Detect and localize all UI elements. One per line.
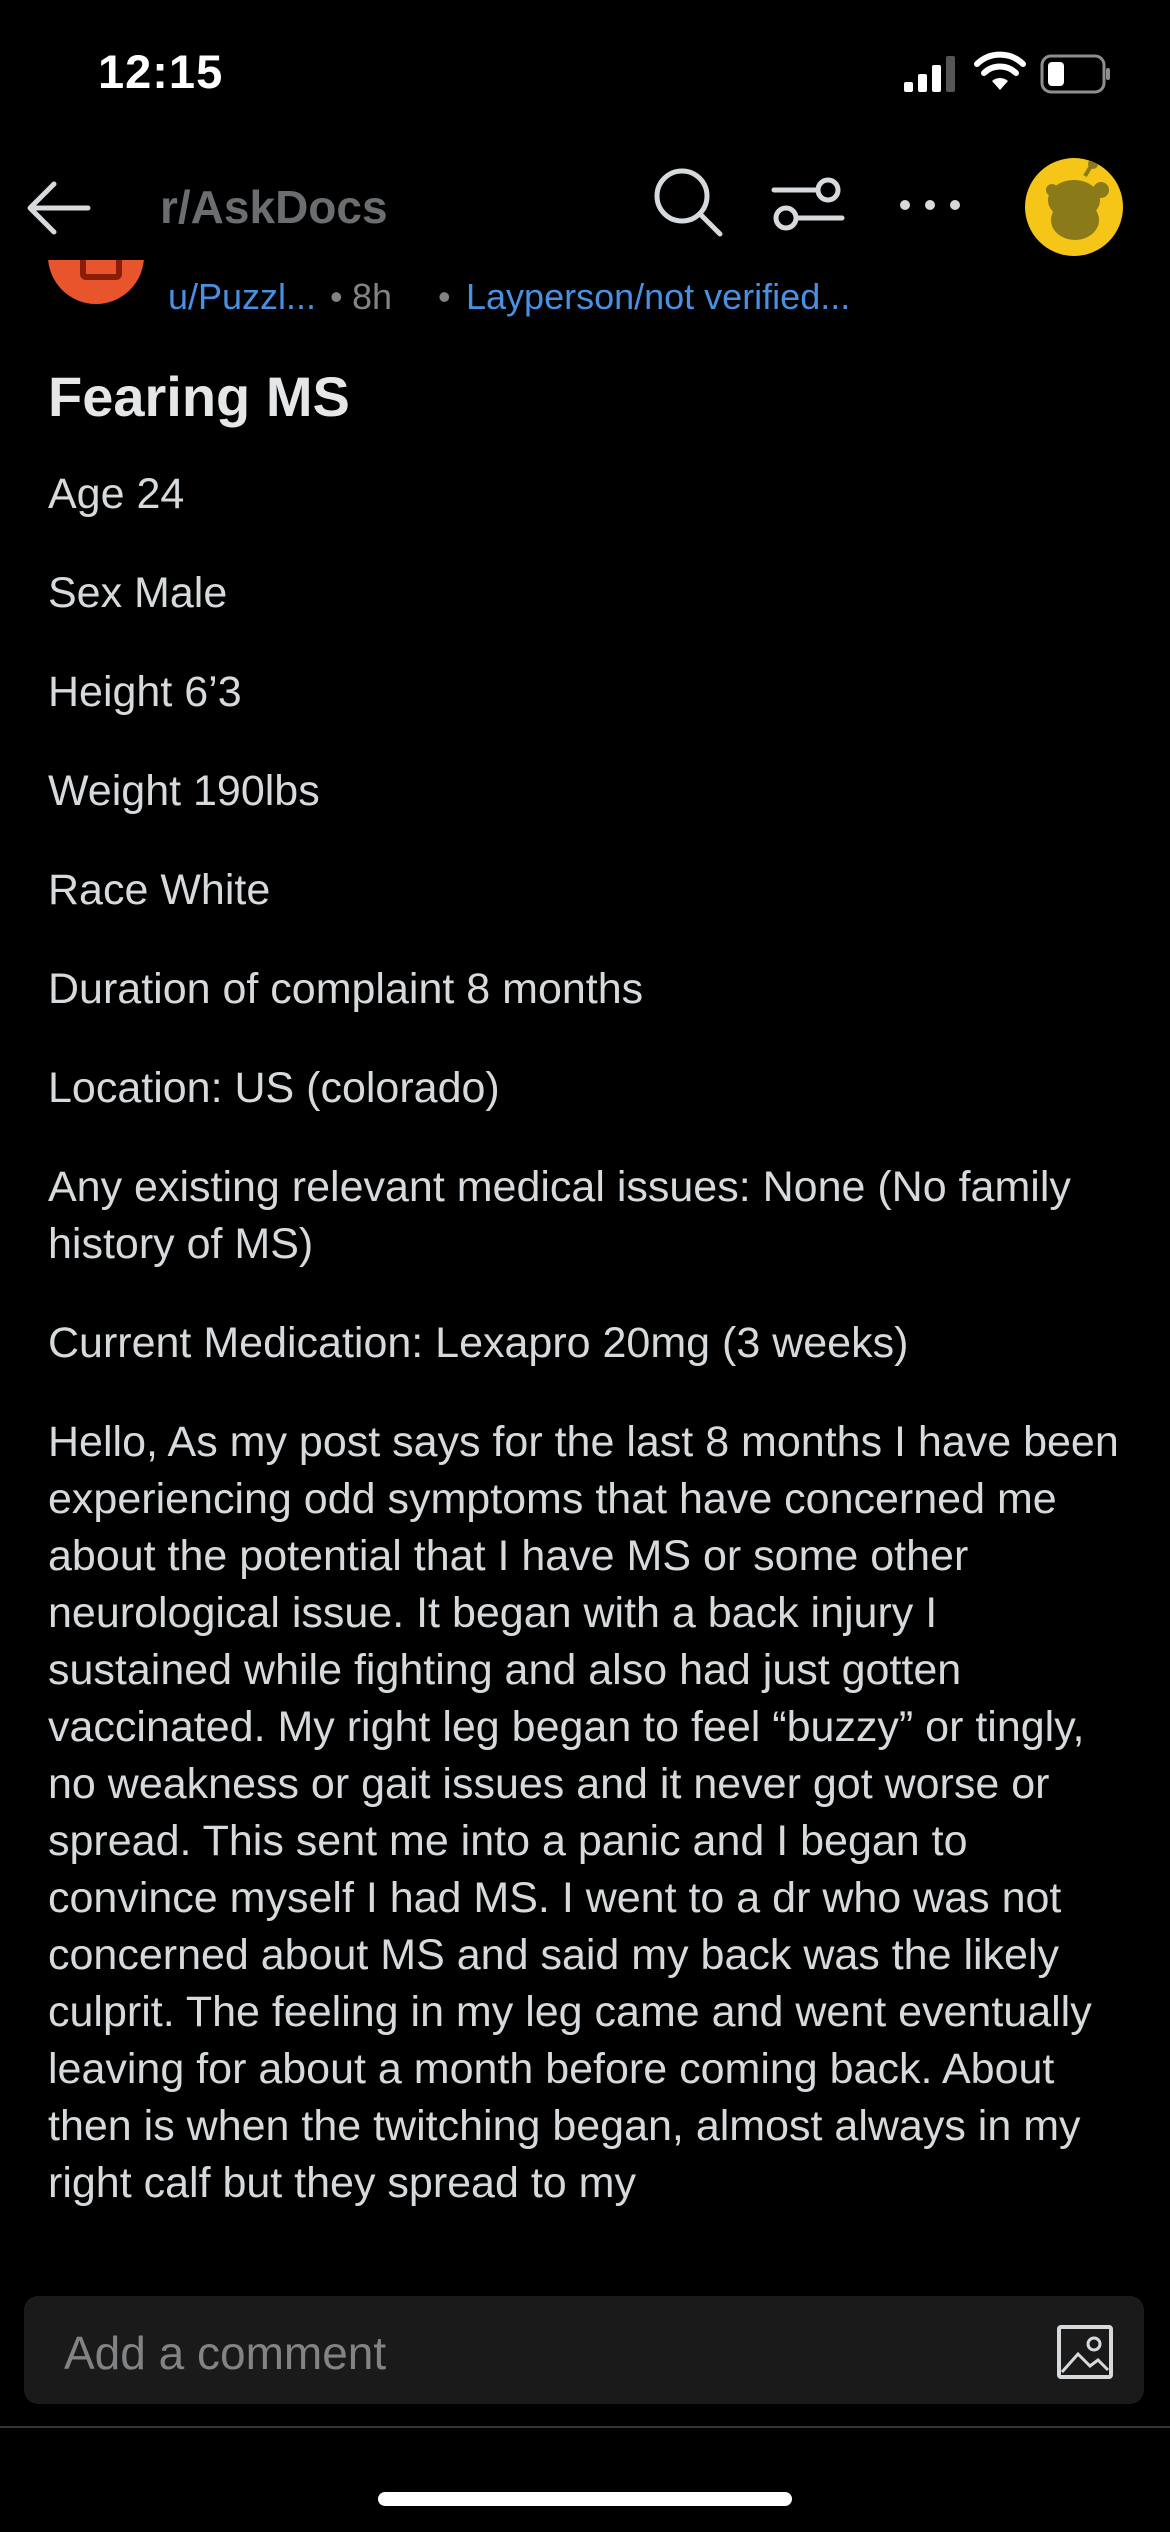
filter-icon[interactable] xyxy=(770,172,846,236)
post xyxy=(0,260,1170,2258)
post-paragraph: Duration of complaint 8 months xyxy=(48,965,644,1013)
post-age: 8h xyxy=(352,276,393,317)
subreddit-name[interactable]: r/AskDocs xyxy=(160,181,388,233)
comment-bar[interactable] xyxy=(24,2296,1144,2404)
cellular-signal-icon xyxy=(904,56,956,92)
user-avatar[interactable] xyxy=(1025,158,1123,256)
meta-separator: • xyxy=(330,276,343,317)
home-indicator[interactable] xyxy=(378,2492,792,2506)
comment-input[interactable]: Add a comment xyxy=(64,2327,387,2379)
status-time: 12:15 xyxy=(98,45,224,98)
nav-bar xyxy=(0,150,1170,270)
post-paragraph: Any existing relevant medical issues: None (No family history of MS) xyxy=(48,1163,1071,1268)
image-icon[interactable] xyxy=(1056,2324,1114,2380)
status-bar xyxy=(0,0,1170,150)
post-paragraph: Location: US (colorado) xyxy=(48,1064,500,1112)
post-body xyxy=(48,466,1128,2254)
arrow-left-icon[interactable] xyxy=(22,172,94,244)
post-title: Fearing MS xyxy=(48,365,350,428)
bottom-divider xyxy=(0,2426,1170,2428)
post-meta xyxy=(0,260,1170,330)
wifi-icon xyxy=(974,50,1026,92)
post-paragraph: Current Medication: Lexapro 20mg (3 weeks) xyxy=(48,1319,909,1367)
search-icon[interactable] xyxy=(650,164,726,240)
more-icon[interactable] xyxy=(895,190,965,220)
post-paragraph: Sex Male xyxy=(48,569,228,617)
user-flair: Layperson/not verified... xyxy=(466,276,851,317)
post-paragraph: Weight 190lbs xyxy=(48,767,320,815)
post-paragraph: Height 6’3 xyxy=(48,668,242,716)
meta-separator: • xyxy=(438,276,451,317)
snoo-avatar-icon xyxy=(1025,158,1123,256)
post-paragraph: Race White xyxy=(48,866,271,914)
post-paragraph: Age 24 xyxy=(48,470,185,518)
battery-icon xyxy=(1040,54,1112,94)
author-avatar[interactable] xyxy=(48,260,144,304)
post-paragraph: Hello, As my post says for the last 8 months I have been experiencing odd symptoms that have concerned me about the potential that I have MS or some other neurological issue. It began with a back injury I sustained while fighting and also had just gotten vaccinated. My right leg began to feel “buzzy” or tingly, no weakness or gait issues and it never got worse or spread. This sent me into a panic and I began to convince myself I had MS. I went to a dr who was not concerned about MS and said my back was the likely culprit. The feeling in my leg came and went eventually leaving for about a month before coming back. About then is when the twitching began, almost always in my right calf but they spread to my xyxy=(48,1418,1119,2207)
author-name[interactable]: u/Puzzl... xyxy=(168,276,317,317)
